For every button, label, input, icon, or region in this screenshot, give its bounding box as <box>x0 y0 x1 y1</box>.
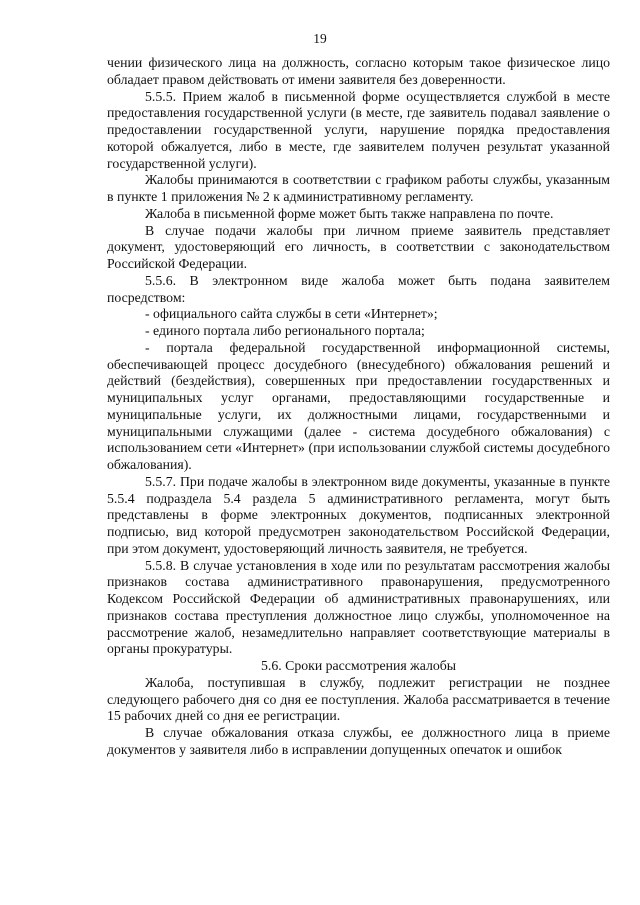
paragraphs-before <box>107 55 610 658</box>
paragraphs-after <box>107 675 610 759</box>
list-item: - портала федеральной государственной информационной системы, обеспечивающей процесс досудебного (внесудебного) обжалования решений и действий (бездействия), совершенных при предоставлении государственных и муниципальных услуг органами, предоставляющими государственные и муниципальные услуги, их должностными лицами, государственными и муниципальными служащими (далее - система досудебного обжалования) с использованием сети «Интернет» (при использовании службой системы досудебного обжалования). <box>107 339 610 472</box>
list-item: - официального сайта службы в сети «Интернет»; <box>145 306 438 322</box>
paragraph: Жалобы принимаются в соответствии с графиком работы службы, указанным в пункте 1 приложения № 2 к административному регламенту. <box>107 172 610 204</box>
paragraph: 5.5.8. В случае установления в ходе или по результатам рассмотрения жалобы признаков состава административного правонарушения, предусмотренного Кодексом Российской Федерации об административных правонарушениях, или признаков состава преступления должностное лицо службы, уполномоченное на рассмотрение жалоб, незамедлительно направляет соответствующие материалы в органы прокуратуры. <box>107 557 610 657</box>
paragraph: Жалоба, поступившая в службу, подлежит регистрации не позднее следующего рабочего дня со дня ее поступления. Жалоба рассматривается в течение 15 рабочих дней со дня ее регистрации. <box>107 674 610 724</box>
paragraph: 5.5.5. Прием жалоб в письменной форме осуществляется службой в месте предоставления государственной услуги (в месте, где заявитель подавал заявление о предоставлении государственной услуги, нарушение порядка предоставления которой обжалуется, либо в месте, где заявителем получен результат указанной государственной услуги). <box>107 88 610 171</box>
paragraph: 5.5.7. При подаче жалобы в электронном виде документы, указанные в пункте 5.5.4 подраздела 5.4 раздела 5 административного регламента, могут быть представлены в форме электронных документов, подписанных электронной подписью, вид которой предусмотрен законодательством Российской Федерации, при этом документ, удостоверяющий личность заявителя, не требуется. <box>107 473 610 556</box>
section-heading: 5.6. Сроки рассмотрения жалобы <box>260 658 457 673</box>
paragraph: Жалоба в письменной форме может быть также направлена по почте. <box>145 205 554 221</box>
list-item: - единого портала либо регионального портала; <box>145 323 425 338</box>
paragraph: 5.5.6. В электронном виде жалоба может быть подана заявителем посредством: <box>107 272 610 305</box>
page-number: 19 <box>313 31 327 46</box>
paragraph: В случае обжалования отказа службы, ее должностного лица в приеме документов у заявителя либо в исправлении допущенных опечаток и ошибок <box>107 725 610 757</box>
body-text <box>107 55 610 759</box>
paragraph: В случае подачи жалобы при личном приеме заявитель представляет документ, удостоверяющий его личность, в соответствии с законодательством Российской Федерации. <box>107 222 610 271</box>
paragraph: чении физического лица на должность, согласно которым такое физическое лицо обладает правом действовать от имени заявителя без доверенности. <box>107 55 610 87</box>
